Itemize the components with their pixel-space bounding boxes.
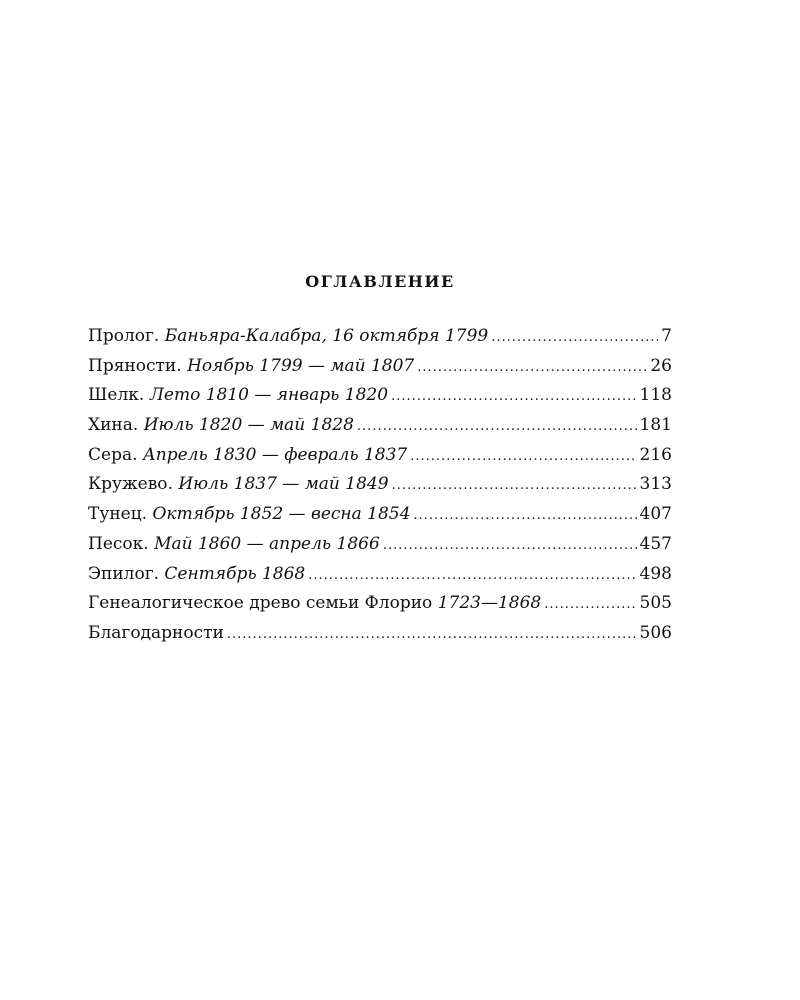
toc-entry-title: Сера. [88, 444, 138, 465]
toc-entry-title-wrap [88, 381, 388, 411]
toc-entry-title: Кружево. [88, 474, 173, 495]
dot-leader [357, 412, 637, 442]
dot-leader [391, 382, 636, 412]
toc-entry-title: Пряности. [88, 355, 182, 376]
toc-entry-page: 7 [661, 326, 672, 346]
toc-entry-title: Благодарности [88, 622, 224, 643]
toc-entry-title-wrap [88, 322, 488, 352]
toc-entry-page: 407 [639, 504, 672, 525]
dot-leader [410, 442, 636, 472]
toc-entry-silk[interactable] [88, 381, 672, 411]
toc-entry-page: 181 [639, 415, 672, 436]
toc-entry-title-wrap [88, 352, 414, 382]
toc-entry-title-wrap [88, 560, 305, 590]
toc-entry-title: Хина. [88, 415, 139, 436]
toc-entry-page: 457 [639, 533, 672, 554]
toc-entry-page: 26 [650, 355, 672, 376]
toc-entry-sulfur[interactable] [88, 441, 672, 471]
toc-entry-title-wrap [88, 589, 541, 619]
toc-entry-title-wrap [88, 470, 389, 500]
toc-heading: ОГЛАВЛЕНИЕ [305, 272, 455, 291]
toc-entry-title-wrap [88, 500, 410, 530]
toc-entry-prologue[interactable] [88, 322, 672, 352]
toc-entry-quinine[interactable] [88, 411, 672, 441]
dot-leader [308, 561, 636, 591]
dot-leader [413, 501, 636, 531]
toc-entry-title: Эпилог. [88, 563, 160, 584]
toc-entry-epilogue[interactable] [88, 560, 672, 590]
toc-entry-subtitle: Сентябрь 1868 [164, 563, 306, 584]
toc-entry-title-wrap [88, 441, 407, 471]
toc-entry-acknowledgements[interactable] [88, 619, 672, 649]
dot-leader [383, 531, 637, 561]
dot-leader [227, 620, 637, 650]
toc-entry-title-wrap [88, 619, 224, 649]
toc-entry-title: Песок. [88, 533, 149, 554]
toc-entry-spices[interactable] [88, 352, 672, 382]
toc-entry-subtitle: Июль 1820 — май 1828 [143, 415, 354, 436]
toc-entry-sand[interactable] [88, 530, 672, 560]
toc-entry-subtitle: Лето 1810 — январь 1820 [149, 385, 389, 406]
toc-entry-subtitle: Ноябрь 1799 — май 1807 [187, 355, 415, 376]
toc-entry-subtitle: 1723—1868 [437, 593, 542, 614]
toc-entry-subtitle: Баньяра-Калабра, 16 октября 1799 [164, 326, 489, 346]
toc-entry-title: Шелк. [88, 385, 145, 406]
toc-entry-page: 118 [639, 385, 672, 406]
toc-entry-subtitle: Июль 1837 — май 1849 [178, 474, 389, 495]
toc-entry-title-wrap [88, 411, 354, 441]
toc-entry-title-wrap [88, 530, 380, 560]
dot-leader [392, 471, 637, 501]
toc-entry-page: 505 [639, 593, 672, 614]
toc-entry-subtitle: Апрель 1830 — февраль 1837 [142, 444, 408, 465]
toc-entry-family-tree[interactable] [88, 589, 672, 619]
toc-entry-page: 313 [639, 474, 672, 495]
toc-entry-page: 216 [639, 444, 672, 465]
toc-entry-tuna[interactable] [88, 500, 672, 530]
toc-entry-title: Тунец. [88, 504, 148, 525]
toc-entry-subtitle: Май 1860 — апрель 1866 [154, 533, 380, 554]
dot-leader [544, 590, 636, 620]
toc-entry-subtitle: Октябрь 1852 — весна 1854 [152, 504, 411, 525]
dot-leader [491, 323, 658, 353]
toc-entry-lace[interactable] [88, 470, 672, 500]
toc-entry-page: 498 [639, 563, 672, 584]
toc-entry-title: Генеалогическое древо семьи Флорио [88, 593, 433, 614]
toc-entry-page: 506 [639, 622, 672, 643]
toc-entry-title: Пролог. [88, 326, 160, 346]
dot-leader [417, 353, 647, 383]
table-of-contents [88, 322, 672, 649]
